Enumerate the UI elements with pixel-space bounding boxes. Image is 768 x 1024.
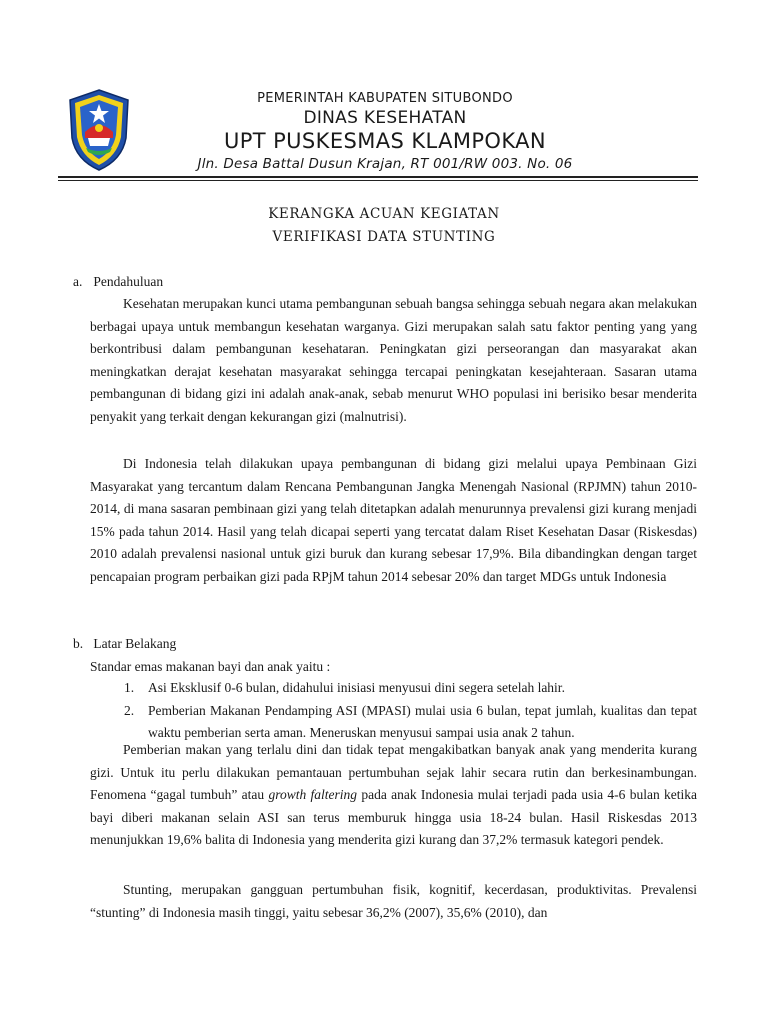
letterhead-divider-thin bbox=[58, 180, 698, 181]
feeding-standards-list bbox=[90, 677, 697, 745]
letterhead-divider-thick bbox=[58, 176, 698, 178]
list-item-text: Asi Eksklusif 0-6 bulan, didahului inisiasi menyusui dini segera setelah lahir. bbox=[148, 680, 565, 695]
letterhead bbox=[0, 0, 768, 190]
section-b-paragraph-feeding bbox=[90, 739, 697, 852]
list-item bbox=[90, 677, 697, 700]
institution-name: UPT PUSKESMAS KLAMPOKAN bbox=[223, 129, 547, 153]
section-a-heading bbox=[73, 274, 163, 290]
paragraph-text: pada anak Indonesia mulai terjadi pada usia 4-6 bulan ketika bayi diberi makanan selain ASI san terus memburuk hingga usia 18-24 bulan. Hasil Riskesdas 2013 menunjukkan 19,6% balita di Indonesia yang menderita gizi kurang dan 37,2% termasuk kategori pendek. bbox=[90, 787, 697, 848]
department-name: DINAS KESEHATAN bbox=[303, 108, 467, 128]
section-b-paragraph-stunting: Stunting, merupakan gangguan pertumbuhan fisik, kognitif, kecerdasan, produktivitas. Prevalensi “stunting” di Indonesia masih tinggi, yaitu sebesar 36,2% (2007), 35,6% (2010), dan bbox=[90, 882, 697, 920]
list-item bbox=[90, 700, 697, 745]
section-a-paragraph-1: Kesehatan merupakan kunci utama pembangunan sebuah bangsa sehingga sebuah negara akan melakukan berbagai upaya untuk membangun kesehatan warganya. Gizi merupakan salah satu faktor penting yang yang berkontribusi dalam pembangunan kesehataran. Peningkatan gizi perseorangan dan masyarakat akan meningkatkan derajat kesehatan masyarakat sehingga tercapai peningkatan kesejahteraan. Sasaran utama pembangunan di bidang gizi ini adalah anak-anak, sebab menurut WHO populasi ini berisiko besar menderita penyakit yang terkait dengan kekurangan gizi (malnutrisi). bbox=[90, 296, 697, 424]
government-name: PEMERINTAH KABUPATEN SITUBONDO bbox=[257, 91, 513, 106]
section-b-intro: Standar emas makanan bayi dan anak yaitu : bbox=[90, 659, 331, 674]
section-b-label: b. bbox=[73, 636, 84, 651]
list-item-text: Pemberian Makanan Pendamping ASI (MPASI) mulai usia 6 bulan, tepat jumlah, kualitas dan tepat waktu pemberian serta aman. Meneruskan menyusui sampai usia anak 2 tahun. bbox=[148, 702, 697, 741]
institution-address: Jln. Desa Battal Dusun Krajan, RT 001/RW 003. No. 06 bbox=[197, 156, 573, 172]
section-a-label: a. bbox=[73, 274, 83, 289]
document-title: KERANGKA ACUAN KEGIATAN bbox=[268, 206, 500, 222]
list-item-number: 1. bbox=[124, 680, 135, 695]
regency-emblem-icon bbox=[66, 88, 132, 172]
section-b-heading bbox=[73, 636, 176, 652]
document-subtitle: VERIFIKASI DATA STUNTING bbox=[272, 229, 496, 245]
section-a-paragraph-2: Di Indonesia telah dilakukan upaya pembangunan di bidang gizi melalui upaya Pembinaan Gizi Masyarakat yang tercantum dalam Rencana Pembangunan Jangka Menengah Nasional (RPJMN) tahun 2010-2014, di mana sasaran pembinaan gizi yang telah ditetapkan adalah menurunnya prevalensi gizi kurang menjadi 15% pada tahun 2014. Hasil yang telah dicapai seperti yang tercatat dalam Riset Kesehatan Dasar (Riskesdas) 2010 adalah prevalensi nasional untuk gizi buruk dan kurang sebesar 17,9%. Bila dibandingkan dengan target pencapaian program perbaikan gizi pada RPjM tahun 2014 sebesar 20% dan target MDGs untuk Indonesia bbox=[90, 456, 697, 584]
italic-term: growth faltering bbox=[268, 787, 358, 803]
list-item-number: 2. bbox=[124, 702, 135, 718]
section-b-title: Latar Belakang bbox=[93, 636, 177, 651]
section-a-title: Pendahuluan bbox=[93, 274, 164, 289]
paragraph-text: Pemberian makan yang terlalu dini dan tidak tepat mengakibatkan banyak anak yang menderita kurang gizi. Untuk itu perlu dilakukan pemantauan pertumbuhan sejak lahir secara rutin dan berkesinambungan. Fenomena “gagal tumbuh” atau bbox=[90, 742, 697, 803]
